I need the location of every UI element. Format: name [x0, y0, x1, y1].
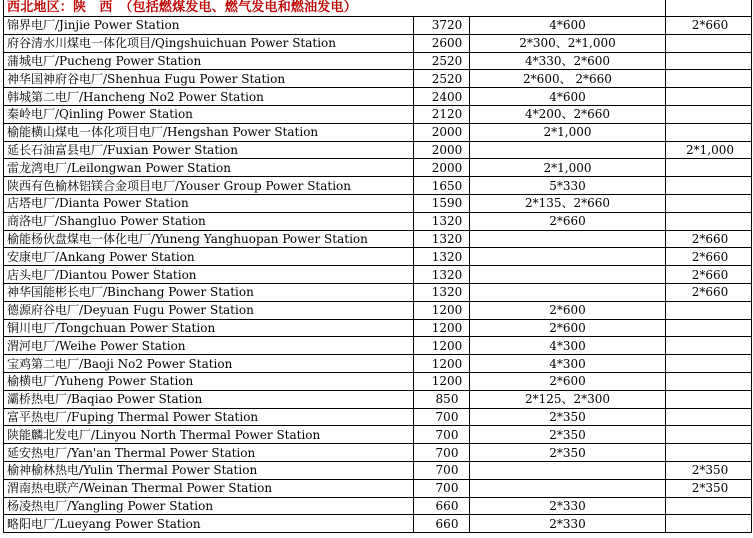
table-row [4, 177, 752, 195]
existing-units-cell [470, 479, 666, 497]
table-row [4, 337, 752, 355]
existing-units-cell: 2*600 [470, 301, 666, 319]
capacity-cell: 1200 [414, 319, 470, 337]
planned-units-cell: 2*660 [666, 248, 752, 266]
table-row [4, 266, 752, 284]
table-row [4, 408, 752, 426]
capacity-cell: 1200 [414, 355, 470, 373]
capacity-cell: 850 [414, 390, 470, 408]
capacity-cell: 1200 [414, 301, 470, 319]
planned-units-cell [666, 355, 752, 373]
planned-units-cell [666, 408, 752, 426]
region-header-blank-cell [666, 0, 752, 17]
station-name-cell: 商洛电厂/Shangluo Power Station [4, 212, 414, 230]
station-name-cell: 雷龙湾电厂/Leilongwan Power Station [4, 159, 414, 177]
planned-units-cell: 2*350 [666, 461, 752, 479]
planned-units-cell [666, 177, 752, 195]
capacity-cell: 1200 [414, 337, 470, 355]
capacity-cell: 1320 [414, 266, 470, 284]
existing-units-cell [470, 141, 666, 159]
existing-units-cell: 4*330、2*600 [470, 52, 666, 70]
capacity-cell: 1320 [414, 230, 470, 248]
existing-units-cell: 2*600、 2*660 [470, 70, 666, 88]
table-row [4, 372, 752, 390]
station-name-cell: 杨凌热电厂/Yangling Power Station [4, 497, 414, 515]
table-row [4, 283, 752, 301]
station-name-cell: 灞桥热电厂/Baqiao Power Station [4, 390, 414, 408]
capacity-cell: 1590 [414, 194, 470, 212]
capacity-cell: 1200 [414, 372, 470, 390]
planned-units-cell [666, 194, 752, 212]
table-row [4, 301, 752, 319]
station-name-cell: 榆横电厂/Yuheng Power Station [4, 372, 414, 390]
existing-units-cell [470, 248, 666, 266]
table-row [4, 390, 752, 408]
existing-units-cell: 2*125、2*300 [470, 390, 666, 408]
planned-units-cell [666, 301, 752, 319]
station-name-cell: 德源府谷电厂/Deyuan Fugu Power Station [4, 301, 414, 319]
table-row [4, 105, 752, 123]
station-name-cell: 神华国神府谷电厂/Shenhua Fugu Power Station [4, 70, 414, 88]
planned-units-cell [666, 497, 752, 515]
station-name-cell: 锦界电厂/Jinjie Power Station [4, 17, 414, 35]
table-row [4, 479, 752, 497]
capacity-cell: 2120 [414, 105, 470, 123]
station-name-cell: 店头电厂/Diantou Power Station [4, 266, 414, 284]
station-name-cell: 渭南热电联产/Weinan Thermal Power Station [4, 479, 414, 497]
table-row [4, 319, 752, 337]
station-name-cell: 店塔电厂/Dianta Power Station [4, 194, 414, 212]
existing-units-cell [470, 461, 666, 479]
station-name-cell: 府谷清水川煤电一体化项目/Qingshuichuan Power Station [4, 34, 414, 52]
station-name-cell: 略阳电厂/Lueyang Power Station [4, 515, 414, 533]
table-row [4, 497, 752, 515]
existing-units-cell: 4*300 [470, 355, 666, 373]
station-name-cell: 榆能杨伙盘煤电一体化电厂/Yuneng Yanghuopan Power Station [4, 230, 414, 248]
planned-units-cell [666, 319, 752, 337]
station-name-cell: 秦岭电厂/Qinling Power Station [4, 105, 414, 123]
table-row [4, 141, 752, 159]
planned-units-cell [666, 159, 752, 177]
capacity-cell: 700 [414, 444, 470, 462]
station-name-cell: 宝鸡第二电厂/Baoji No2 Power Station [4, 355, 414, 373]
existing-units-cell: 2*1,000 [470, 123, 666, 141]
existing-units-cell [470, 230, 666, 248]
region-title: 西北地区：陕 西 （包括燃煤发电、燃气发电和燃油发电） [4, 0, 666, 17]
existing-units-cell [470, 266, 666, 284]
planned-units-cell [666, 444, 752, 462]
planned-units-cell: 2*1,000 [666, 141, 752, 159]
planned-units-cell: 2*660 [666, 266, 752, 284]
capacity-cell: 700 [414, 426, 470, 444]
table-row [4, 212, 752, 230]
planned-units-cell [666, 123, 752, 141]
planned-units-cell [666, 105, 752, 123]
existing-units-cell: 2*600 [470, 372, 666, 390]
capacity-cell: 700 [414, 479, 470, 497]
planned-units-cell [666, 52, 752, 70]
station-name-cell: 延长石油富县电厂/Fuxian Power Station [4, 141, 414, 159]
planned-units-cell: 2*660 [666, 230, 752, 248]
capacity-cell: 1320 [414, 212, 470, 230]
existing-units-cell: 2*1,000 [470, 159, 666, 177]
capacity-cell: 700 [414, 461, 470, 479]
station-name-cell: 渭河电厂/Weihe Power Station [4, 337, 414, 355]
table-row [4, 123, 752, 141]
station-name-cell: 富平热电厂/Fuping Thermal Power Station [4, 408, 414, 426]
capacity-cell: 2000 [414, 159, 470, 177]
station-name-cell: 神华国能彬长电厂/Binchang Power Station [4, 283, 414, 301]
table-row [4, 230, 752, 248]
station-name-cell: 韩城第二电厂/Hancheng No2 Power Station [4, 88, 414, 106]
existing-units-cell: 4*600 [470, 88, 666, 106]
capacity-cell: 1650 [414, 177, 470, 195]
planned-units-cell: 2*350 [666, 479, 752, 497]
station-name-cell: 榆神榆林热电/Yulin Thermal Power Station [4, 461, 414, 479]
capacity-cell: 2000 [414, 141, 470, 159]
capacity-cell: 2000 [414, 123, 470, 141]
station-name-cell: 陕能麟北发电厂/Linyou North Thermal Power Station [4, 426, 414, 444]
station-name-cell: 延安热电厂/Yan'an Thermal Power Station [4, 444, 414, 462]
capacity-cell: 660 [414, 515, 470, 533]
station-name-cell: 铜川电厂/Tongchuan Power Station [4, 319, 414, 337]
power-station-table [3, 0, 752, 533]
existing-units-cell: 2*350 [470, 444, 666, 462]
table-row [4, 159, 752, 177]
existing-units-cell: 2*330 [470, 515, 666, 533]
planned-units-cell [666, 70, 752, 88]
planned-units-cell [666, 34, 752, 52]
existing-units-cell: 2*330 [470, 497, 666, 515]
table-row [4, 194, 752, 212]
existing-units-cell: 5*330 [470, 177, 666, 195]
existing-units-cell: 4*200、2*660 [470, 105, 666, 123]
capacity-cell: 700 [414, 408, 470, 426]
capacity-cell: 660 [414, 497, 470, 515]
table-row [4, 70, 752, 88]
existing-units-cell: 2*660 [470, 212, 666, 230]
planned-units-cell [666, 212, 752, 230]
table-row [4, 88, 752, 106]
table-row [4, 426, 752, 444]
table-row [4, 515, 752, 533]
existing-units-cell [470, 283, 666, 301]
table-row [4, 52, 752, 70]
capacity-cell: 1320 [414, 248, 470, 266]
power-station-table-body [4, 0, 752, 533]
capacity-cell: 1320 [414, 283, 470, 301]
planned-units-cell [666, 515, 752, 533]
existing-units-cell: 4*600 [470, 17, 666, 35]
existing-units-cell: 2*135、2*660 [470, 194, 666, 212]
table-row [4, 355, 752, 373]
station-name-cell: 安康电厂/Ankang Power Station [4, 248, 414, 266]
table-row [4, 444, 752, 462]
existing-units-cell: 2*350 [470, 426, 666, 444]
planned-units-cell [666, 337, 752, 355]
table-row [4, 34, 752, 52]
capacity-cell: 2400 [414, 88, 470, 106]
station-name-cell: 蒲城电厂/Pucheng Power Station [4, 52, 414, 70]
table-row [4, 17, 752, 35]
capacity-cell: 2520 [414, 52, 470, 70]
planned-units-cell: 2*660 [666, 283, 752, 301]
existing-units-cell: 2*300、2*1,000 [470, 34, 666, 52]
planned-units-cell [666, 88, 752, 106]
planned-units-cell [666, 390, 752, 408]
existing-units-cell: 2*600 [470, 319, 666, 337]
planned-units-cell [666, 372, 752, 390]
table-row [4, 461, 752, 479]
existing-units-cell: 2*350 [470, 408, 666, 426]
station-name-cell: 榆能横山煤电一体化项目电厂/Hengshan Power Station [4, 123, 414, 141]
planned-units-cell: 2*660 [666, 17, 752, 35]
planned-units-cell [666, 426, 752, 444]
capacity-cell: 2600 [414, 34, 470, 52]
region-header-row [4, 0, 752, 17]
existing-units-cell: 4*300 [470, 337, 666, 355]
table-row [4, 248, 752, 266]
station-name-cell: 陕西有色榆林铝镁合金项目电厂/Youser Group Power Station [4, 177, 414, 195]
capacity-cell: 2520 [414, 70, 470, 88]
capacity-cell: 3720 [414, 17, 470, 35]
